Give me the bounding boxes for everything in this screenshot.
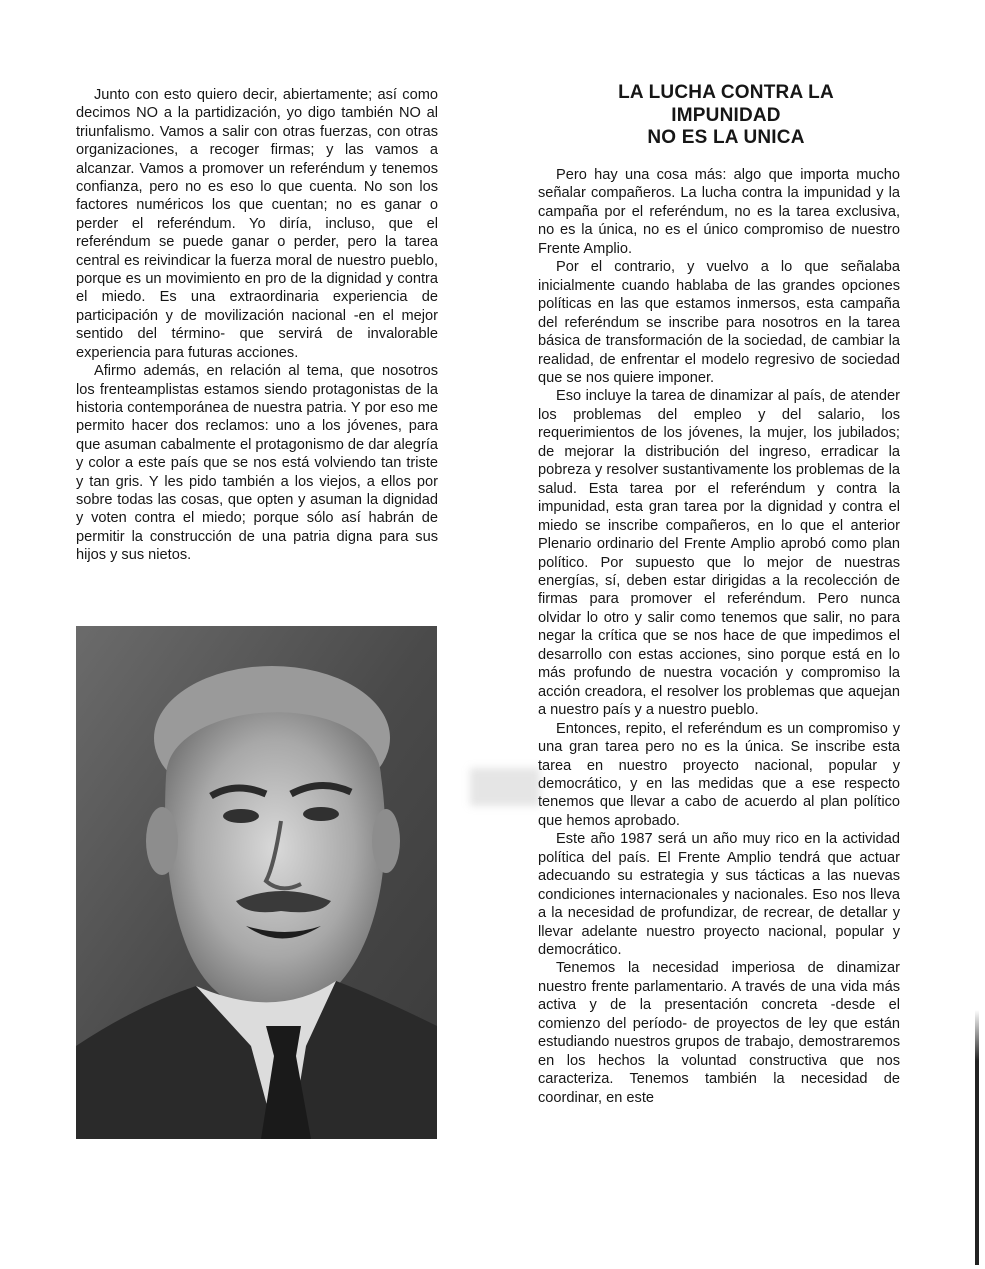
heading-line-2: IMPUNIDAD bbox=[671, 104, 781, 126]
right-paragraph-6: Tenemos la necesidad imperiosa de dinamizar nuestro frente parlamentario. A través de una vida más activa y de la presentación concreta -desde el comienzo del período- de proyectos de ley que están estudiando nuestros grupos de trabajo, demostraremos en los hechos la voluntad constructiva que nos caracteriza. Tenemos también la necesidad de coordinar, en este bbox=[538, 960, 900, 1106]
right-text-column bbox=[538, 166, 900, 1107]
right-paragraph-5: Este año 1987 será un año muy rico en la actividad política del país. El Frente Amplio tendrá que actuar adecuando su estrategia y sus tácticas a las nuevas condiciones internacionales y nacionales. Eso nos lleva a la necesidad de profundizar, de recrear, de detallar y llevar adelante nuestro proyecto nacional, popular y democrático. bbox=[538, 831, 900, 959]
heading-line-1: LA LUCHA CONTRA LA bbox=[618, 82, 834, 103]
portrait-photo bbox=[76, 626, 437, 1139]
right-paragraph-4: Entonces, repito, el referéndum es un compromiso y una gran tarea pero no es la única. Se inscribe esta tarea en nuestro proyecto nacional, popular y democrático, y en las medidas que a ese respecto tenemos que llevar a cabo de acuerdo al plan político que hemos aprobado. bbox=[538, 720, 900, 829]
right-paragraph-3: Eso incluye la tarea de dinamizar al país, de atender los problemas del empleo y del salario, los requerimientos de los jóvenes, la mujer, los jubilados; de mejorar la distribución del ingreso, erradicar la pobreza y resolver sustantivamente los problemas de la salud. Esta tarea por el referéndum y contra la impunidad, esta gran tarea por la dignidad y contra el miedo se inscribe compañeros, en lo que el anterior Plenario ordinario del Frente Amplio aprobó como plan político. Por supuesto que lo mejor de nuestras energías, sí, deben estar dirigidas a la recolección de firmas para promover el referéndum. Pero nunca olvidar lo otro y salir como tenemos que salir, no para negar la crítica que se nos hace de que impedimos el desarrollo con estas acciones, sino porque está en lo más profundo de nuestra vocación y compromiso la acción creadora, el resolver los problemas que aquejan a nuestro país y a nuestro pueblo. bbox=[538, 388, 900, 719]
right-paragraph-2: Por el contrario, y vuelvo a lo que señalaba inicialmente cuando hablaba de las grandes opciones políticas en las que estamos inmersos, esta campaña del referéndum se inscribe para nosotros en la tarea básica de transformación de la sociedad, de cambiar la realidad, de enfrentar el modelo regresivo de sociedad que se nos quiere imponer. bbox=[538, 259, 900, 386]
scan-edge-shadow bbox=[975, 1010, 979, 1265]
left-text-column bbox=[76, 86, 438, 565]
scan-smudge bbox=[470, 768, 540, 806]
left-paragraph-2: Afirmo además, en relación al tema, que nosotros los frenteamplistas estamos siendo protagonistas de la historia contemporánea de nuestra patria. Y por eso me permito hacer dos reclamos: uno a los jóvenes, para que asuman cabalmente el protagonismo de dar alegría y color a este país que se nos está volviendo tan triste y tan gris. Y les pido también a los viejos, a ellos por sobre todas las cosas, que opten y asuman la dignidad y voten contra el miedo; porque sólo así habrán de permitir la construcción de una patria digna para sus hijos y sus nietos. bbox=[76, 363, 438, 564]
left-paragraph-1: Junto con esto quiero decir, abiertamente; así como decimos NO a la partidización, yo digo también NO al triunfalismo. Vamos a salir con otras fuerzas, con otras organizaciones, a recoger firmas; y las vamos a alcanzar. Vamos a promover un referéndum y tenemos confianza, pero no es eso lo que cuenta. No son los factores numéricos los que cuentan; no es ganar o perder el referéndum. Yo diría, incluso, que el referéndum se puede ganar o perder, pero la tarea central es reivindicar la fuerza moral de nuestro pueblo, porque es un movimiento en pro de la dignidad y contra el miedo. Es una extraordinaria experiencia de participación y de movilización nacional -en el mejor sentido del término- que servirá de invalorable experiencia para futuras acciones. bbox=[76, 87, 438, 361]
right-paragraph-1: Pero hay una cosa más: algo que importa mucho señalar compañeros. La lucha contra la impunidad y la campaña por el referéndum, no es la tarea exclusiva, no es la única, no es el único compromiso de nuestro Frente Amplio. bbox=[538, 167, 900, 257]
section-heading bbox=[596, 82, 856, 150]
heading-line-3: NO ES LA UNICA bbox=[647, 127, 805, 148]
